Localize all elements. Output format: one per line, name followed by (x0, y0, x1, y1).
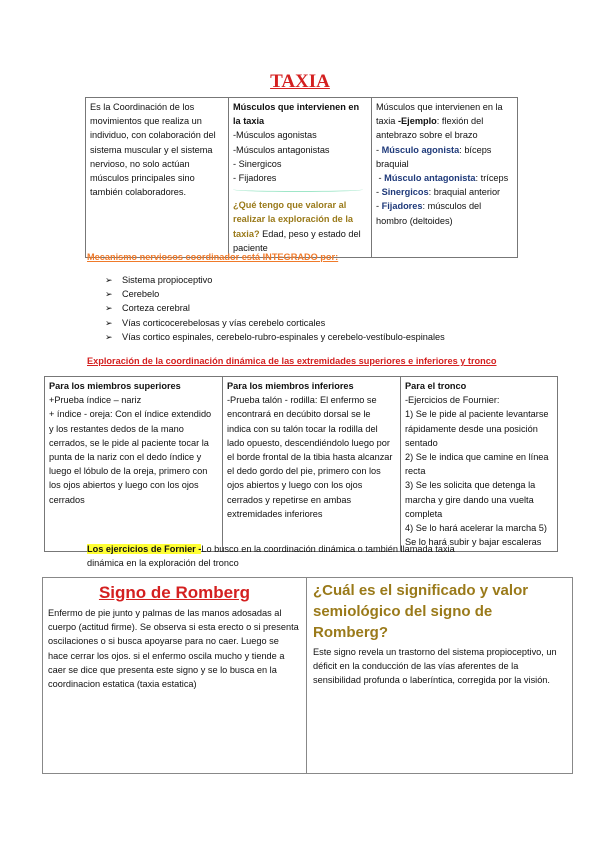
muscles-heading: Músculos que intervienen en la taxia (233, 102, 360, 127)
decorative-wave (233, 187, 363, 192)
upper-limbs-heading: Para los miembros superiores (49, 381, 181, 391)
example-row: - Músculo agonista: bíceps braquial (376, 144, 492, 169)
arrow-bullet-icon: ➢ (105, 275, 113, 285)
muscle-item: -Músculos agonistas (233, 130, 317, 141)
example-label: -Ejemplo (397, 116, 437, 127)
trunk-cell (401, 377, 558, 552)
muscle-item: - Fijadores (233, 173, 277, 184)
cell-line: -Prueba talón - rodilla: El enfermo se encontrará en decúbito dorsal se le indica con su talón tocar la rodilla del lado opuesto, descendiéndolo luego por el borde frontal de la tibia hasta alcanzar el dedo gordo del pie, primero con los ojos abiertos y luego con los ojos cerrados y repetirse en ambas extremidades inferiores (227, 395, 393, 519)
example-row: - Sinergicos: braquial anterior (376, 187, 501, 198)
muscle-item: -Músculos antagonistas (233, 144, 330, 155)
arrow-bullet-icon: ➢ (105, 331, 113, 342)
evaluation-answer: Edad, peso y estado del paciente (233, 228, 361, 253)
page-title: TAXIA (270, 71, 330, 92)
example-row: - Músculo antagonista: tríceps (376, 173, 509, 184)
arrow-bullet-icon: ➢ (105, 303, 113, 314)
romberg-column (43, 578, 307, 773)
cell-line: -Ejercicios de Fournier: (405, 395, 500, 406)
list-item: ➢ Cerebelo (105, 287, 445, 301)
exploration-heading: Exploración de la coordinación dinámica de las extremidades superiores e inferiores y tronco (87, 356, 497, 366)
cell-line: +Prueba índice – nariz (49, 395, 142, 406)
arrow-bullet-icon: ➢ (105, 289, 113, 300)
row-label: Músculo agonista (381, 144, 460, 155)
definition-text: Es la Coordinación de los movimientos que realiza un individuo, con colaboración del sistema muscular y el sistema nervioso, no solo actúan músculos principales sino también colaboradores. (90, 102, 216, 198)
row-value: : bíceps braquial (376, 144, 492, 169)
fornier-note (87, 542, 487, 570)
example-cell (372, 98, 518, 258)
arrow-bullet-icon: ➢ (105, 317, 113, 328)
meaning-column (308, 578, 572, 773)
definition-cell (86, 98, 229, 258)
mechanism-list (105, 273, 445, 344)
row-label: Fijadores (381, 201, 423, 212)
trunk-heading: Para el tronco (405, 381, 467, 391)
taxia-definition-table (85, 97, 518, 258)
muscle-item: - Sinergicos (233, 158, 282, 169)
meaning-answer: Este signo revela un trastorno del sistema propioceptivo, un déficit en la conducción de las vías aferentes de la sensibilidad profunda o laberíntica, corregida por la visión. (313, 647, 557, 686)
row-label: Músculo antagonista (384, 173, 476, 184)
romberg-text: Enfermo de pie junto y palmas de las manos adosadas al cuerpo (actitud firme). Se observa si esta erecto o si presenta oscilaciones o si busca apoyarse para no caer. Luego se hace cerrar los ojos. si el enfermo oscila mucho y tiende a caer se dice que presenta este signo y se lo busca en la coordinacion estatica (taxia estatica) (48, 608, 299, 690)
row-value: : músculos del hombro (deltoides) (376, 201, 482, 226)
lower-limbs-heading: Para los miembros inferiores (227, 381, 354, 391)
romberg-box (42, 577, 573, 774)
lower-limbs-cell (223, 377, 401, 552)
fornier-label: Los ejercicios de Fornier - (87, 544, 202, 554)
row-label: Sinergicos (381, 187, 429, 198)
row-value: : tríceps (475, 173, 509, 184)
cell-line: 1) Se le pide al paciente levantarse rápidamente desde una posición sentado (405, 409, 549, 448)
example-row: - Fijadores: músculos del hombro (deltoides) (376, 201, 482, 226)
evaluation-question: ¿Qué tengo que valorar al realizar la exploración de la taxia? (233, 200, 354, 239)
list-item: ➢ Vías cortico espinales, cerebelo-rubro-espinales y cerebelo-vestíbulo-espinales (105, 330, 445, 344)
romberg-heading: Signo de Romberg (98, 583, 251, 602)
upper-limbs-cell (45, 377, 223, 552)
row-value: : braquial anterior (428, 187, 501, 198)
list-item: ➢ Sistema propioceptivo (105, 273, 445, 287)
exploration-table (44, 376, 558, 552)
example-intro: Músculos que intervienen en la taxia (376, 102, 503, 127)
mechanism-heading: Mecanismo nerviosos coordinador está INTEGRADO por: (87, 252, 339, 262)
cell-line: 2) Se le indica que camine en línea recta (405, 452, 549, 477)
example-text: : flexión del antebrazo sobre el brazo (376, 116, 484, 141)
list-item: ➢ Corteza cerebral (105, 301, 445, 315)
meaning-question: ¿Cuál es el significado y valor semiológico del signo de Romberg? (313, 582, 529, 641)
cell-line: 3) Se les solicita que detenga la marcha y gire dando una vuelta completa (405, 480, 536, 519)
list-item: ➢ Vías corticocerebelosas y vías cerebelo corticales (105, 316, 445, 330)
cell-line: + índice - oreja: Con el índice extendido y los restantes dedos de la mano cerrados, se le pide al paciente tocar la punta de la nariz con el dedo índice y luego el lóbulo de la oreja, primero con los ojos abiertos y luego con los ojos cerrados (49, 409, 212, 505)
cell-line: 4) Se lo hará acelerar la marcha 5) Se lo hará subir y bajar escaleras (405, 523, 547, 548)
fornier-text: Lo busco en la coordinación dinámica o también llamada taxia dinámica en la exploración del tronco (87, 544, 455, 569)
muscles-cell (229, 98, 372, 258)
